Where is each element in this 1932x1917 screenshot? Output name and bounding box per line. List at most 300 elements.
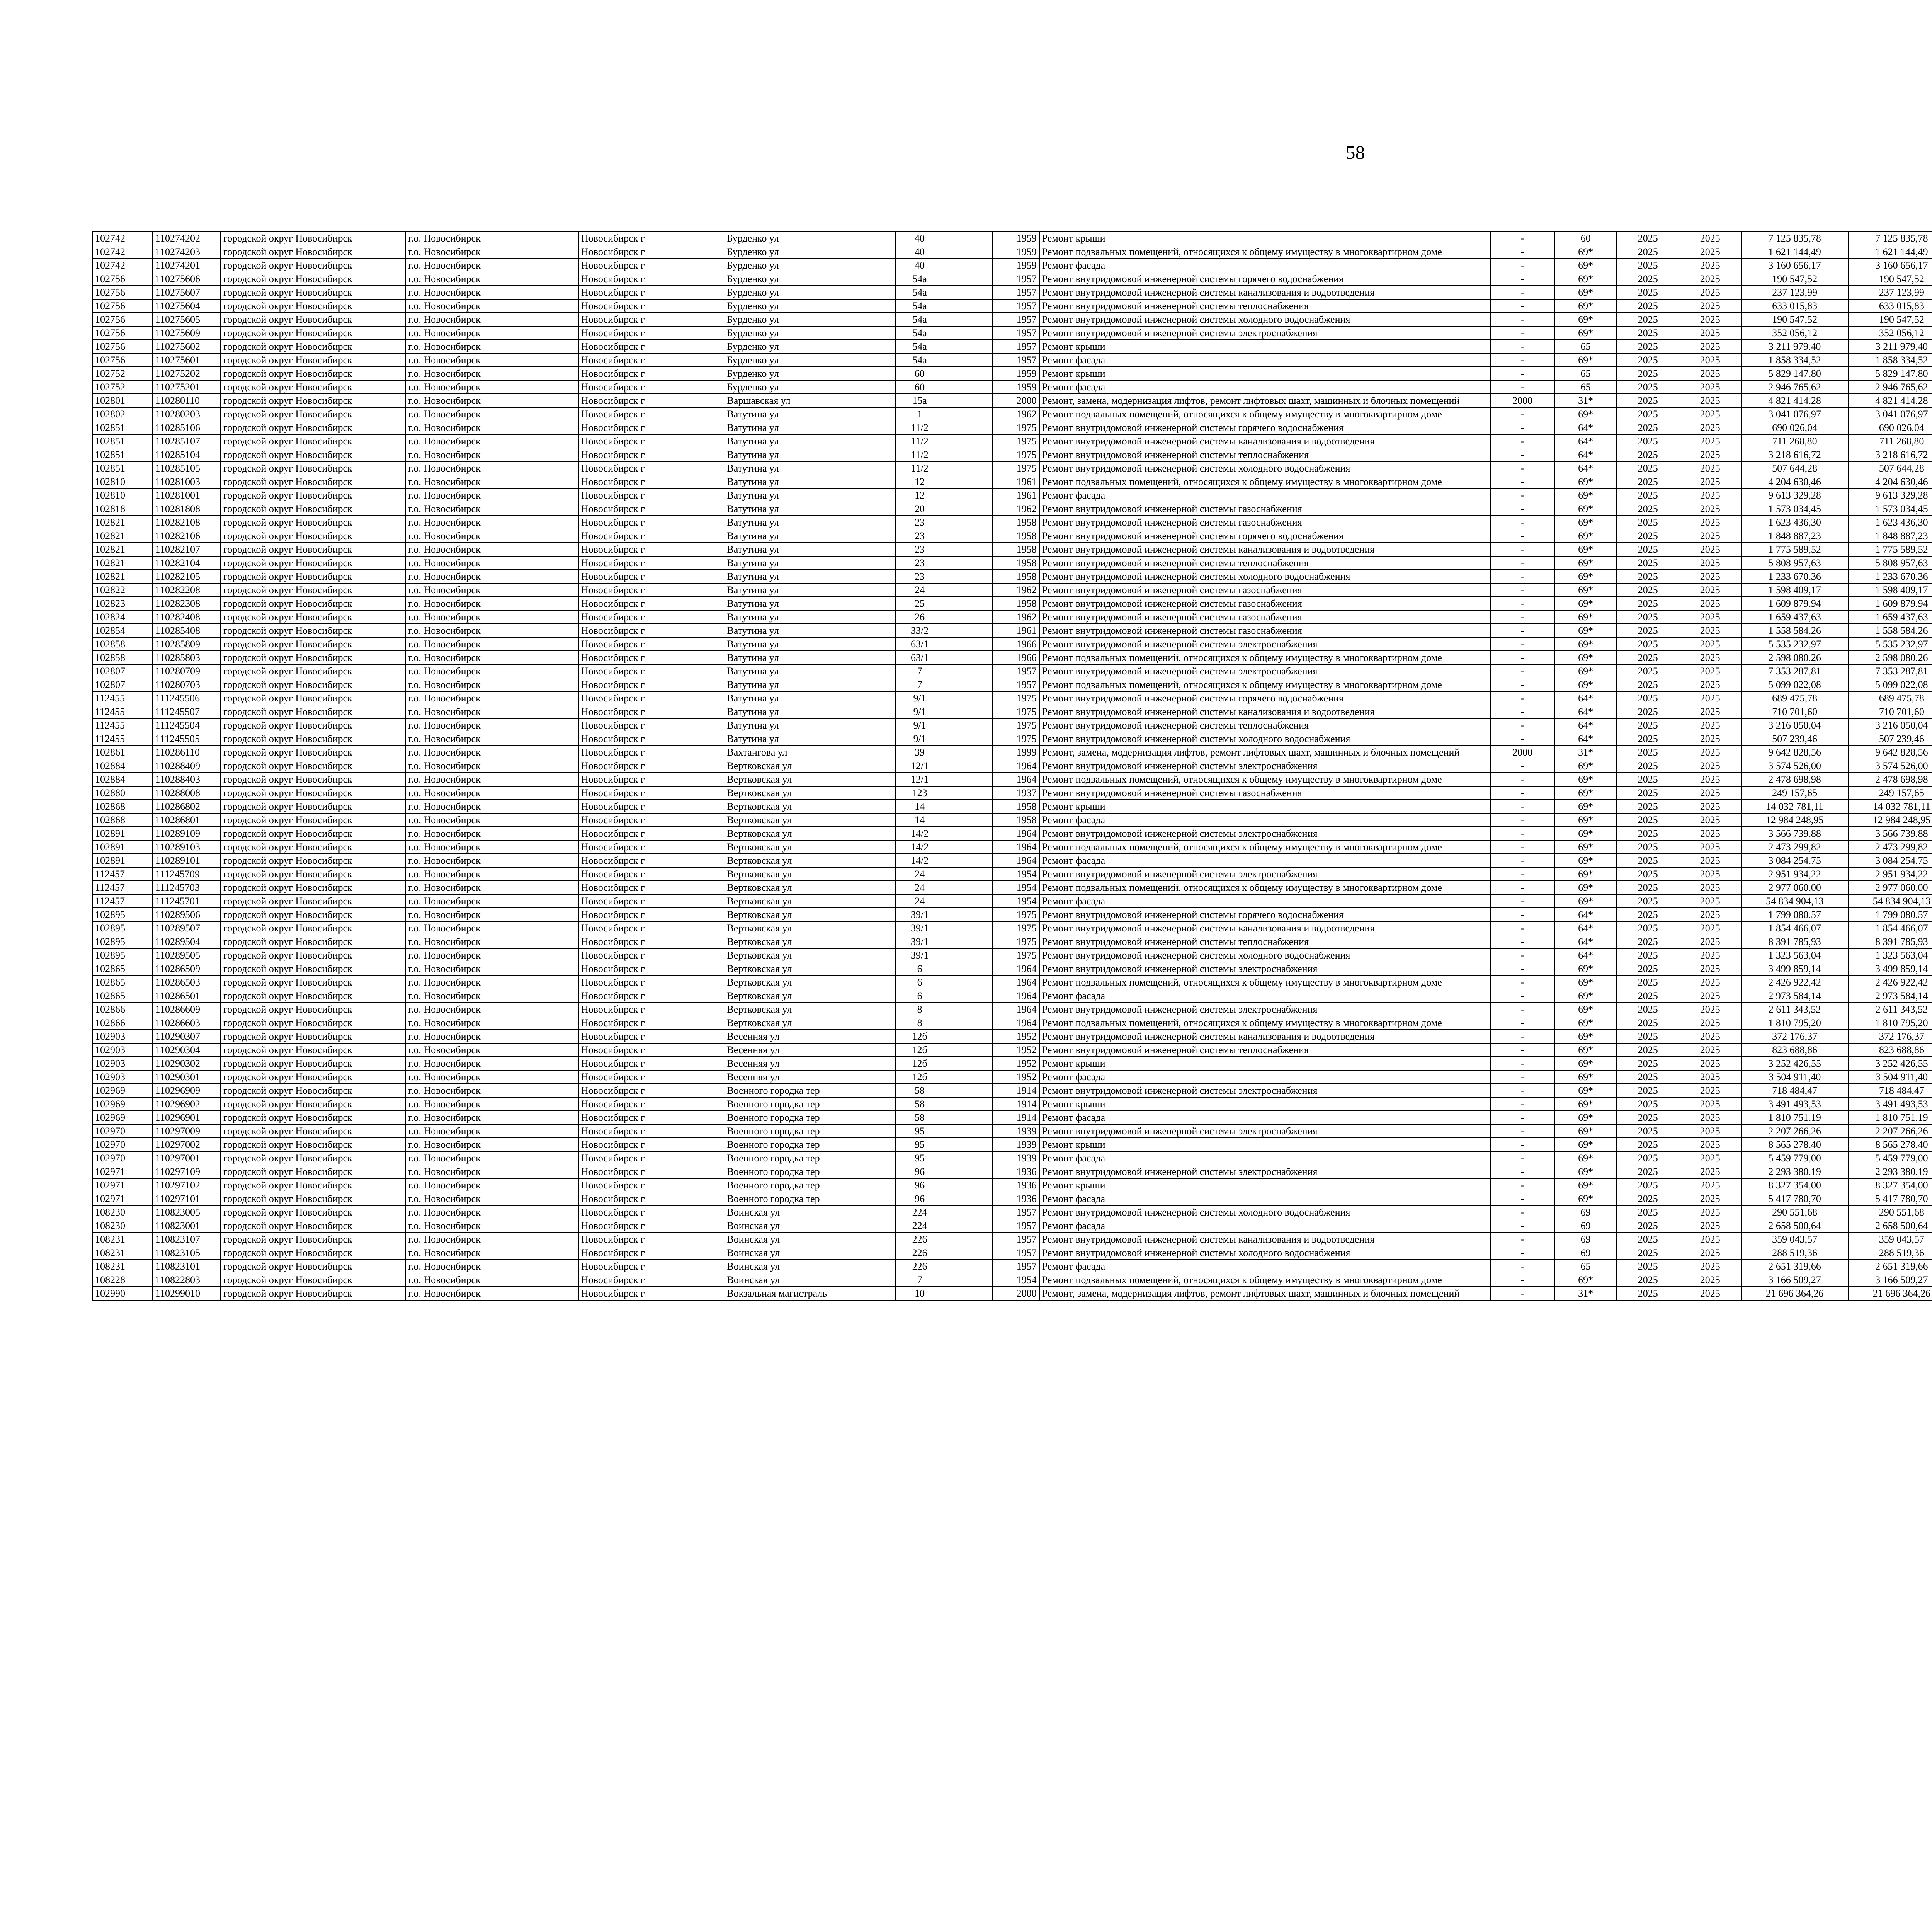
- table-row: [92, 1192, 1932, 1205]
- cell-city: Новосибирск г: [578, 394, 724, 407]
- cell-building: [944, 637, 993, 651]
- cell-plan-year-end: 2025: [1679, 1260, 1741, 1273]
- cell-plan-year-end: 2025: [1679, 881, 1741, 894]
- cell-wear-percent: 69*: [1554, 259, 1617, 272]
- cell-city: Новосибирск г: [578, 570, 724, 583]
- cell-settlement: г.о. Новосибирск: [405, 624, 578, 637]
- table-row: [92, 773, 1932, 786]
- cell-street: Ватутина ул: [724, 407, 895, 421]
- cell-street: Вертковская ул: [724, 935, 895, 948]
- cell-street: Вертковская ул: [724, 800, 895, 813]
- cell-house-id: 102756: [92, 340, 153, 353]
- cell-work-type: Ремонт внутридомовой инженерной системы теплоснабжения: [1039, 718, 1490, 732]
- cell-year-built: 1958: [993, 516, 1039, 529]
- table-row: [92, 746, 1932, 759]
- cell-total-cost: 2 293 380,19: [1741, 1165, 1848, 1178]
- cell-total-cost: 5 829 147,80: [1741, 367, 1848, 380]
- cell-plan-year-start: 2025: [1617, 813, 1679, 827]
- cell-wear-percent: 69*: [1554, 353, 1617, 367]
- cell-municipal-district: городской округ Новосибирск: [221, 529, 405, 543]
- cell-settlement: г.о. Новосибирск: [405, 570, 578, 583]
- cell-lift-commission-year: -: [1490, 1260, 1554, 1273]
- cell-regional-fund-cost: 3 491 493,53: [1848, 1097, 1932, 1111]
- cell-municipal-district: городской округ Новосибирск: [221, 908, 405, 921]
- cell-year-built: 1964: [993, 962, 1039, 976]
- cell-plan-year-end: 2025: [1679, 691, 1741, 705]
- cell-city: Новосибирск г: [578, 786, 724, 800]
- cell-municipal-district: городской округ Новосибирск: [221, 394, 405, 407]
- cell-street: Вертковская ул: [724, 786, 895, 800]
- cell-work-type: Ремонт внутридомовой инженерной системы теплоснабжения: [1039, 556, 1490, 570]
- cell-city: Новосибирск г: [578, 637, 724, 651]
- cell-building: [944, 624, 993, 637]
- cell-settlement: г.о. Новосибирск: [405, 921, 578, 935]
- cell-wear-percent: 69*: [1554, 962, 1617, 976]
- cell-settlement: г.о. Новосибирск: [405, 286, 578, 299]
- cell-municipal-district: городской округ Новосибирск: [221, 340, 405, 353]
- cell-settlement: г.о. Новосибирск: [405, 827, 578, 840]
- cell-regional-fund-cost: 4 821 414,28: [1848, 394, 1932, 407]
- cell-city: Новосибирск г: [578, 624, 724, 637]
- cell-municipal-district: городской округ Новосибирск: [221, 1138, 405, 1151]
- cell-total-cost: 690 026,04: [1741, 421, 1848, 434]
- cell-year-built: 1957: [993, 1246, 1039, 1260]
- cell-regional-fund-cost: 689 475,78: [1848, 691, 1932, 705]
- cell-plan-year-start: 2025: [1617, 881, 1679, 894]
- cell-plan-year-start: 2025: [1617, 678, 1679, 691]
- cell-regional-fund-cost: 2 293 380,19: [1848, 1165, 1932, 1178]
- cell-work-type: Ремонт фасада: [1039, 1111, 1490, 1124]
- cell-settlement: г.о. Новосибирск: [405, 326, 578, 340]
- cell-wear-percent: 69*: [1554, 827, 1617, 840]
- cell-wear-percent: 64*: [1554, 434, 1617, 448]
- cell-building: [944, 448, 993, 461]
- cell-building: [944, 948, 993, 962]
- cell-settlement: г.о. Новосибирск: [405, 475, 578, 489]
- cell-settlement: г.о. Новосибирск: [405, 232, 578, 245]
- cell-plan-year-end: 2025: [1679, 353, 1741, 367]
- cell-regional-fund-cost: 2 946 765,62: [1848, 380, 1932, 394]
- cell-wear-percent: 64*: [1554, 691, 1617, 705]
- cell-house-id: 102866: [92, 1016, 153, 1030]
- cell-work-type: Ремонт внутридомовой инженерной системы канализования и водоотведения: [1039, 1030, 1490, 1043]
- cell-municipal-district: городской округ Новосибирск: [221, 948, 405, 962]
- cell-regional-fund-cost: 8 565 278,40: [1848, 1138, 1932, 1151]
- cell-wear-percent: 65: [1554, 380, 1617, 394]
- cell-settlement: г.о. Новосибирск: [405, 948, 578, 962]
- cell-work-type: Ремонт крыши: [1039, 1138, 1490, 1151]
- cell-house-id: 108231: [92, 1246, 153, 1260]
- cell-street: Ватутина ул: [724, 448, 895, 461]
- cell-house-number: 7: [895, 678, 944, 691]
- cell-regional-fund-cost: 3 504 911,40: [1848, 1070, 1932, 1084]
- cell-plan-year-start: 2025: [1617, 232, 1679, 245]
- cell-house-id: 102742: [92, 245, 153, 259]
- cell-regional-fund-cost: 8 391 785,93: [1848, 935, 1932, 948]
- cell-building: [944, 299, 993, 313]
- cell-street: Ватутина ул: [724, 651, 895, 664]
- cell-settlement: г.о. Новосибирск: [405, 610, 578, 624]
- cell-house-number: 96: [895, 1165, 944, 1178]
- cell-work-id: 110289109: [153, 827, 221, 840]
- cell-city: Новосибирск г: [578, 881, 724, 894]
- cell-lift-commission-year: 2000: [1490, 394, 1554, 407]
- cell-city: Новосибирск г: [578, 286, 724, 299]
- cell-work-type: Ремонт внутридомовой инженерной системы газоснабжения: [1039, 583, 1490, 597]
- cell-year-built: 1954: [993, 1273, 1039, 1287]
- cell-lift-commission-year: -: [1490, 908, 1554, 921]
- cell-regional-fund-cost: 359 043,57: [1848, 1233, 1932, 1246]
- cell-street: Вертковская ул: [724, 921, 895, 935]
- cell-plan-year-start: 2025: [1617, 1070, 1679, 1084]
- table-row: [92, 313, 1932, 326]
- cell-work-type: Ремонт внутридомовой инженерной системы канализования и водоотведения: [1039, 1233, 1490, 1246]
- cell-year-built: 1957: [993, 299, 1039, 313]
- cell-total-cost: 5 459 779,00: [1741, 1151, 1848, 1165]
- cell-building: [944, 894, 993, 908]
- cell-municipal-district: городской округ Новосибирск: [221, 1151, 405, 1165]
- cell-plan-year-start: 2025: [1617, 367, 1679, 380]
- cell-total-cost: 5 099 022,08: [1741, 678, 1848, 691]
- cell-house-id: 102851: [92, 421, 153, 434]
- cell-lift-commission-year: -: [1490, 948, 1554, 962]
- cell-plan-year-end: 2025: [1679, 800, 1741, 813]
- cell-house-id: 102756: [92, 313, 153, 326]
- cell-city: Новосибирск г: [578, 1260, 724, 1273]
- cell-municipal-district: городской округ Новосибирск: [221, 1287, 405, 1300]
- cell-regional-fund-cost: 1 854 466,07: [1848, 921, 1932, 935]
- cell-regional-fund-cost: 710 701,60: [1848, 705, 1932, 718]
- cell-plan-year-end: 2025: [1679, 529, 1741, 543]
- cell-house-number: 23: [895, 543, 944, 556]
- cell-total-cost: 1 775 589,52: [1741, 543, 1848, 556]
- cell-lift-commission-year: -: [1490, 1178, 1554, 1192]
- cell-house-id: 102858: [92, 651, 153, 664]
- cell-house-id: 112455: [92, 691, 153, 705]
- cell-wear-percent: 69*: [1554, 245, 1617, 259]
- table-row: [92, 840, 1932, 854]
- cell-house-number: 54а: [895, 353, 944, 367]
- cell-total-cost: 352 056,12: [1741, 326, 1848, 340]
- cell-city: Новосибирск г: [578, 1287, 724, 1300]
- cell-year-built: 1959: [993, 380, 1039, 394]
- cell-building: [944, 489, 993, 502]
- cell-work-type: Ремонт подвальных помещений, относящихся к общему имуществу в многоквартирном доме: [1039, 773, 1490, 786]
- cell-street: Ватутина ул: [724, 556, 895, 570]
- cell-house-id: 102756: [92, 353, 153, 367]
- cell-municipal-district: городской округ Новосибирск: [221, 637, 405, 651]
- cell-house-number: 15а: [895, 394, 944, 407]
- cell-building: [944, 746, 993, 759]
- cell-city: Новосибирск г: [578, 718, 724, 732]
- cell-plan-year-end: 2025: [1679, 489, 1741, 502]
- cell-house-number: 123: [895, 786, 944, 800]
- cell-lift-commission-year: -: [1490, 678, 1554, 691]
- cell-work-id: 110285106: [153, 421, 221, 434]
- cell-settlement: г.о. Новосибирск: [405, 1003, 578, 1016]
- cell-street: Вертковская ул: [724, 854, 895, 867]
- cell-wear-percent: 69*: [1554, 570, 1617, 583]
- cell-work-type: Ремонт фасада: [1039, 894, 1490, 908]
- cell-building: [944, 813, 993, 827]
- table-row: [92, 326, 1932, 340]
- cell-house-id: 102865: [92, 989, 153, 1003]
- cell-year-built: 1975: [993, 448, 1039, 461]
- cell-year-built: 1966: [993, 651, 1039, 664]
- cell-year-built: 1957: [993, 286, 1039, 299]
- cell-work-id: 110289507: [153, 921, 221, 935]
- cell-city: Новосибирск г: [578, 448, 724, 461]
- cell-building: [944, 1273, 993, 1287]
- table-row: [92, 583, 1932, 597]
- cell-work-type: Ремонт фасада: [1039, 380, 1490, 394]
- cell-lift-commission-year: -: [1490, 732, 1554, 746]
- cell-building: [944, 976, 993, 989]
- cell-work-type: Ремонт внутридомовой инженерной системы электроснабжения: [1039, 1165, 1490, 1178]
- cell-building: [944, 1124, 993, 1138]
- cell-building: [944, 394, 993, 407]
- table-row: [92, 245, 1932, 259]
- table-row: [92, 1070, 1932, 1084]
- cell-city: Новосибирск г: [578, 1124, 724, 1138]
- cell-settlement: г.о. Новосибирск: [405, 516, 578, 529]
- cell-work-type: Ремонт крыши: [1039, 1057, 1490, 1070]
- cell-work-type: Ремонт внутридомовой инженерной системы холодного водоснабжения: [1039, 313, 1490, 326]
- cell-house-id: 112457: [92, 881, 153, 894]
- cell-house-number: 39/1: [895, 935, 944, 948]
- cell-regional-fund-cost: 3 566 739,88: [1848, 827, 1932, 840]
- cell-street: Вертковская ул: [724, 989, 895, 1003]
- cell-city: Новосибирск г: [578, 1233, 724, 1246]
- cell-street: Бурденко ул: [724, 299, 895, 313]
- cell-regional-fund-cost: 288 519,36: [1848, 1246, 1932, 1260]
- cell-street: Весенняя ул: [724, 1057, 895, 1070]
- cell-lift-commission-year: -: [1490, 1287, 1554, 1300]
- cell-municipal-district: городской округ Новосибирск: [221, 407, 405, 421]
- cell-work-type: Ремонт подвальных помещений, относящихся к общему имуществу в многоквартирном доме: [1039, 840, 1490, 854]
- cell-plan-year-start: 2025: [1617, 475, 1679, 489]
- cell-settlement: г.о. Новосибирск: [405, 421, 578, 434]
- cell-regional-fund-cost: 3 160 656,17: [1848, 259, 1932, 272]
- cell-work-id: 110296901: [153, 1111, 221, 1124]
- table-row: [92, 1273, 1932, 1287]
- cell-work-id: 110297002: [153, 1138, 221, 1151]
- cell-work-id: 110299010: [153, 1287, 221, 1300]
- cell-work-id: 110281001: [153, 489, 221, 502]
- cell-house-number: 14: [895, 800, 944, 813]
- cell-building: [944, 962, 993, 976]
- cell-municipal-district: городской округ Новосибирск: [221, 678, 405, 691]
- cell-plan-year-start: 2025: [1617, 1084, 1679, 1097]
- cell-total-cost: 2 946 765,62: [1741, 380, 1848, 394]
- cell-plan-year-start: 2025: [1617, 1287, 1679, 1300]
- cell-building: [944, 313, 993, 326]
- cell-wear-percent: 69*: [1554, 678, 1617, 691]
- cell-street: Ватутина ул: [724, 583, 895, 597]
- cell-house-id: 102971: [92, 1165, 153, 1178]
- cell-municipal-district: городской округ Новосибирск: [221, 286, 405, 299]
- cell-wear-percent: 69*: [1554, 1273, 1617, 1287]
- cell-work-id: 110823005: [153, 1205, 221, 1219]
- cell-building: [944, 678, 993, 691]
- cell-lift-commission-year: -: [1490, 556, 1554, 570]
- cell-plan-year-start: 2025: [1617, 732, 1679, 746]
- cell-year-built: 1939: [993, 1151, 1039, 1165]
- cell-regional-fund-cost: 1 623 436,30: [1848, 516, 1932, 529]
- cell-work-type: Ремонт внутридомовой инженерной системы горячего водоснабжения: [1039, 421, 1490, 434]
- cell-street: Военного городка тер: [724, 1151, 895, 1165]
- cell-regional-fund-cost: 3 252 426,55: [1848, 1057, 1932, 1070]
- cell-plan-year-start: 2025: [1617, 908, 1679, 921]
- cell-year-built: 1957: [993, 353, 1039, 367]
- cell-municipal-district: городской округ Новосибирск: [221, 786, 405, 800]
- cell-settlement: г.о. Новосибирск: [405, 637, 578, 651]
- cell-work-type: Ремонт внутридомовой инженерной системы электроснабжения: [1039, 637, 1490, 651]
- cell-total-cost: 9 613 329,28: [1741, 489, 1848, 502]
- cell-total-cost: 5 417 780,70: [1741, 1192, 1848, 1205]
- cell-work-id: 110285408: [153, 624, 221, 637]
- cell-wear-percent: 69*: [1554, 286, 1617, 299]
- cell-work-id: 110282105: [153, 570, 221, 583]
- cell-total-cost: 2 611 343,52: [1741, 1003, 1848, 1016]
- cell-lift-commission-year: -: [1490, 407, 1554, 421]
- cell-house-id: 102821: [92, 529, 153, 543]
- cell-plan-year-end: 2025: [1679, 1287, 1741, 1300]
- cell-total-cost: 2 207 266,26: [1741, 1124, 1848, 1138]
- cell-settlement: г.о. Новосибирск: [405, 813, 578, 827]
- cell-plan-year-start: 2025: [1617, 543, 1679, 556]
- table-row: [92, 1219, 1932, 1233]
- cell-regional-fund-cost: 3 041 076,97: [1848, 407, 1932, 421]
- cell-total-cost: 718 484,47: [1741, 1084, 1848, 1097]
- cell-plan-year-end: 2025: [1679, 556, 1741, 570]
- cell-lift-commission-year: -: [1490, 989, 1554, 1003]
- cell-house-number: 226: [895, 1246, 944, 1260]
- cell-plan-year-start: 2025: [1617, 394, 1679, 407]
- cell-plan-year-end: 2025: [1679, 989, 1741, 1003]
- cell-work-id: 110285809: [153, 637, 221, 651]
- cell-year-built: 1957: [993, 1219, 1039, 1233]
- cell-year-built: 1939: [993, 1138, 1039, 1151]
- cell-building: [944, 1205, 993, 1219]
- cell-building: [944, 1043, 993, 1057]
- cell-building: [944, 759, 993, 773]
- cell-work-type: Ремонт внутридомовой инженерной системы электроснабжения: [1039, 1003, 1490, 1016]
- cell-wear-percent: 69*: [1554, 1138, 1617, 1151]
- cell-house-number: 12б: [895, 1057, 944, 1070]
- cell-total-cost: 3 499 859,14: [1741, 962, 1848, 976]
- cell-city: Новосибирск г: [578, 732, 724, 746]
- cell-year-built: 1964: [993, 759, 1039, 773]
- cell-street: Воинская ул: [724, 1273, 895, 1287]
- cell-regional-fund-cost: 2 598 080,26: [1848, 651, 1932, 664]
- cell-wear-percent: 69*: [1554, 313, 1617, 326]
- cell-lift-commission-year: -: [1490, 529, 1554, 543]
- cell-total-cost: 3 084 254,75: [1741, 854, 1848, 867]
- cell-municipal-district: городской округ Новосибирск: [221, 732, 405, 746]
- cell-house-id: 102756: [92, 286, 153, 299]
- cell-city: Новосибирск г: [578, 800, 724, 813]
- cell-house-id: 102969: [92, 1084, 153, 1097]
- cell-municipal-district: городской округ Новосибирск: [221, 1273, 405, 1287]
- cell-settlement: г.о. Новосибирск: [405, 1178, 578, 1192]
- cell-year-built: 1961: [993, 489, 1039, 502]
- cell-work-id: 110282106: [153, 529, 221, 543]
- cell-lift-commission-year: -: [1490, 1084, 1554, 1097]
- cell-building: [944, 800, 993, 813]
- cell-plan-year-end: 2025: [1679, 637, 1741, 651]
- table-row: [92, 1003, 1932, 1016]
- cell-plan-year-end: 2025: [1679, 1273, 1741, 1287]
- cell-house-id: 102970: [92, 1138, 153, 1151]
- cell-total-cost: 3 252 426,55: [1741, 1057, 1848, 1070]
- cell-work-type: Ремонт внутридомовой инженерной системы газоснабжения: [1039, 516, 1490, 529]
- cell-settlement: г.о. Новосибирск: [405, 529, 578, 543]
- cell-settlement: г.о. Новосибирск: [405, 543, 578, 556]
- cell-lift-commission-year: -: [1490, 1124, 1554, 1138]
- cell-building: [944, 1070, 993, 1084]
- cell-house-id: 102895: [92, 921, 153, 935]
- cell-plan-year-start: 2025: [1617, 921, 1679, 935]
- cell-municipal-district: городской округ Новосибирск: [221, 962, 405, 976]
- cell-total-cost: 1 810 795,20: [1741, 1016, 1848, 1030]
- cell-wear-percent: 69*: [1554, 624, 1617, 637]
- cell-settlement: г.о. Новосибирск: [405, 1097, 578, 1111]
- cell-total-cost: 1 659 437,63: [1741, 610, 1848, 624]
- cell-street: Ватутина ул: [724, 678, 895, 691]
- cell-settlement: г.о. Новосибирск: [405, 1151, 578, 1165]
- cell-house-id: 108228: [92, 1273, 153, 1287]
- cell-house-id: 102868: [92, 800, 153, 813]
- cell-wear-percent: 64*: [1554, 935, 1617, 948]
- page-number: 58: [1345, 141, 1365, 163]
- cell-settlement: г.о. Новосибирск: [405, 908, 578, 921]
- cell-work-id: 110275202: [153, 367, 221, 380]
- cell-work-id: 110823001: [153, 1219, 221, 1233]
- cell-municipal-district: городской округ Новосибирск: [221, 1057, 405, 1070]
- cell-regional-fund-cost: 690 026,04: [1848, 421, 1932, 434]
- cell-city: Новосибирск г: [578, 1043, 724, 1057]
- cell-lift-commission-year: -: [1490, 367, 1554, 380]
- cell-wear-percent: 69*: [1554, 894, 1617, 908]
- cell-building: [944, 1030, 993, 1043]
- cell-building: [944, 1097, 993, 1111]
- cell-lift-commission-year: -: [1490, 340, 1554, 353]
- cell-plan-year-end: 2025: [1679, 1084, 1741, 1097]
- cell-year-built: 1914: [993, 1111, 1039, 1124]
- cell-city: Новосибирск г: [578, 1084, 724, 1097]
- cell-municipal-district: городской округ Новосибирск: [221, 976, 405, 989]
- cell-total-cost: 2 951 934,22: [1741, 867, 1848, 881]
- cell-house-id: 102884: [92, 773, 153, 786]
- cell-wear-percent: 69*: [1554, 637, 1617, 651]
- cell-house-number: 9/1: [895, 732, 944, 746]
- cell-work-id: 111245505: [153, 732, 221, 746]
- cell-street: Ватутина ул: [724, 732, 895, 746]
- table-row: [92, 1043, 1932, 1057]
- cell-work-type: Ремонт внутридомовой инженерной системы холодного водоснабжения: [1039, 948, 1490, 962]
- cell-work-type: Ремонт внутридомовой инженерной системы канализования и водоотведения: [1039, 921, 1490, 935]
- cell-regional-fund-cost: 1 598 409,17: [1848, 583, 1932, 597]
- cell-total-cost: 1 623 436,30: [1741, 516, 1848, 529]
- cell-year-built: 1964: [993, 1003, 1039, 1016]
- cell-regional-fund-cost: 352 056,12: [1848, 326, 1932, 340]
- cell-work-type: Ремонт внутридомовой инженерной системы теплоснабжения: [1039, 299, 1490, 313]
- cell-work-id: 110290304: [153, 1043, 221, 1057]
- cell-regional-fund-cost: 2 651 319,66: [1848, 1260, 1932, 1273]
- cell-year-built: 1959: [993, 367, 1039, 380]
- table-row: [92, 1030, 1932, 1043]
